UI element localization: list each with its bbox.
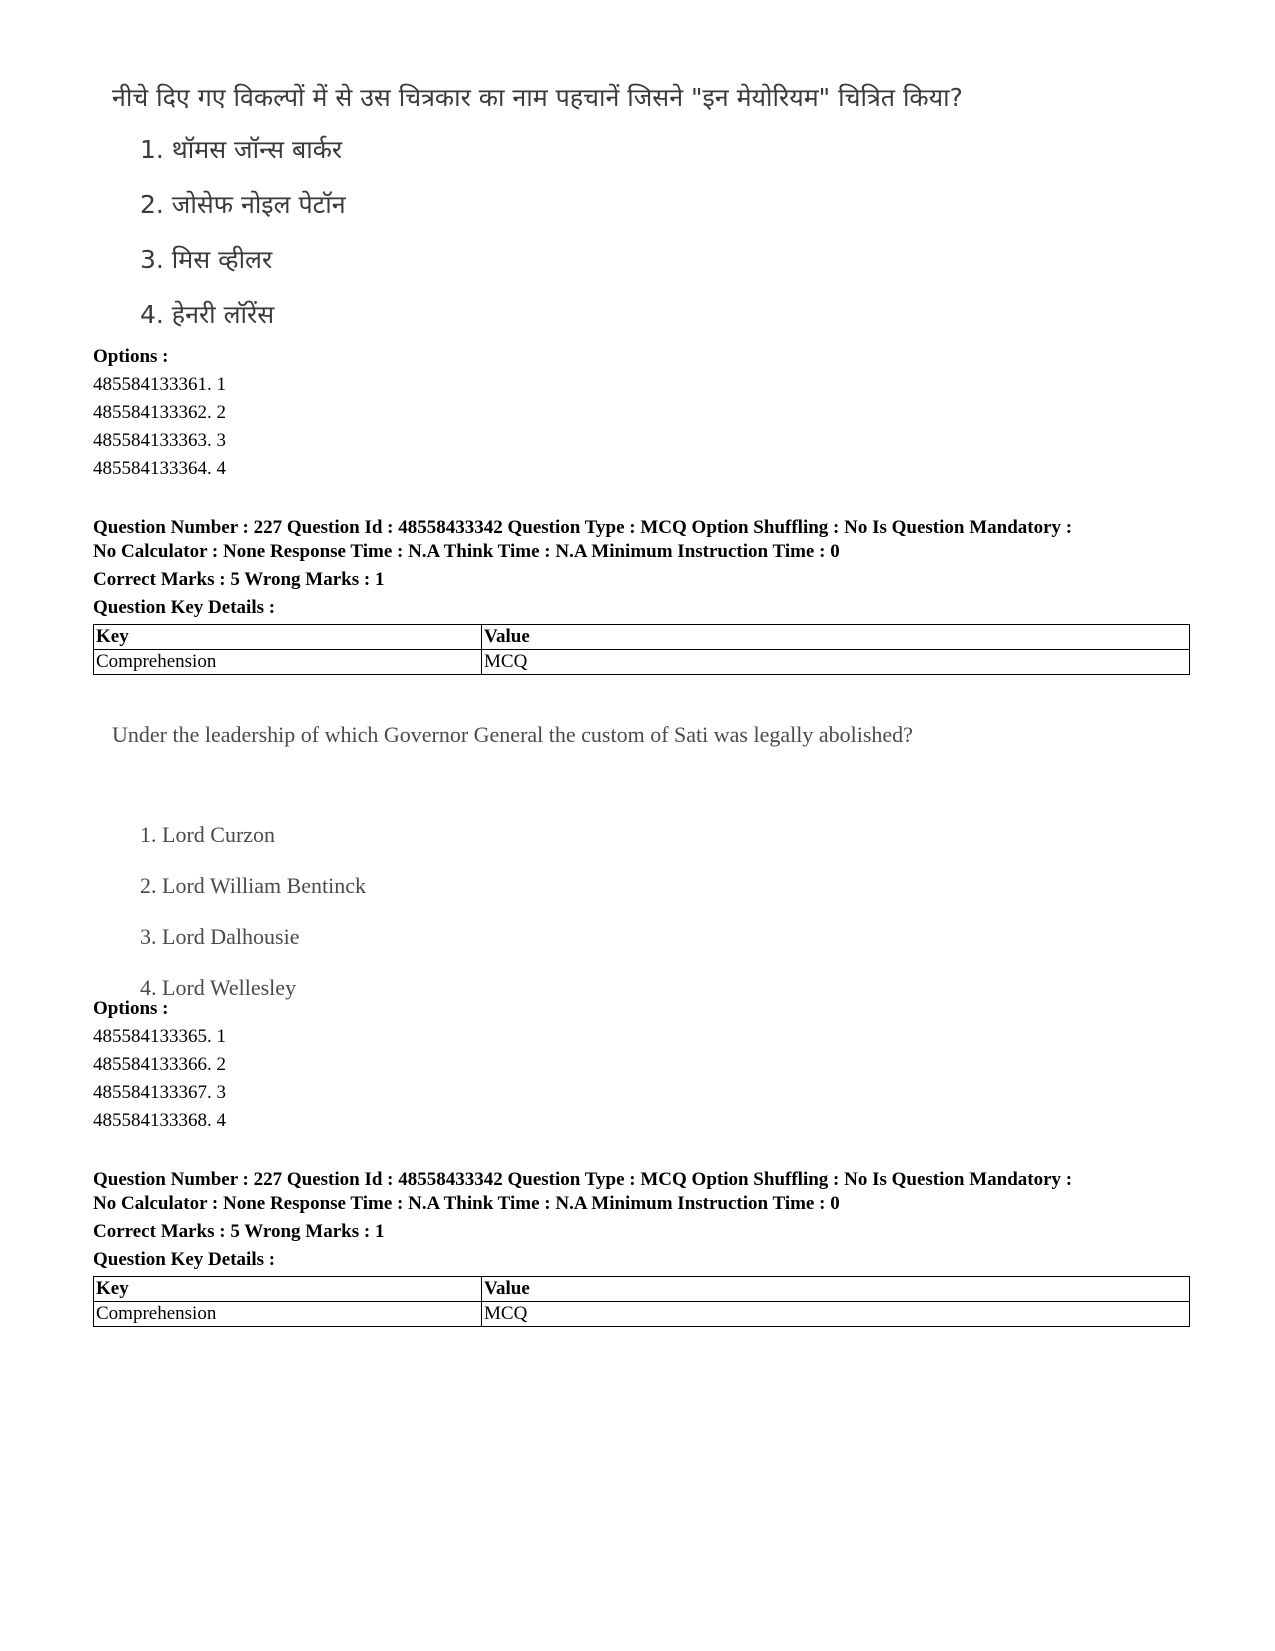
table-header-value: Value [482,1277,1190,1302]
marks-line: Correct Marks : 5 Wrong Marks : 1 [93,1221,385,1242]
question-2-choice-2: 2. Lord William Bentinck [140,873,367,898]
table-row [94,1302,1190,1327]
question-2-image [112,722,1112,1022]
options-label: Options : [93,346,169,367]
question-1-choice-4: 4. हेनरी लॉरेंस [140,300,275,329]
question-meta-line-1: Question Number : 227 Question Id : 48558433342 Question Type : MCQ Option Shuffling : No Is Question Mandatory : [93,1169,1073,1190]
question-2-choice-1: 1. Lord Curzon [140,822,276,847]
key-details-table [93,624,1190,675]
table-cell-key: Comprehension [94,1302,482,1327]
question-1-choice-1: 1. थॉमस जॉन्स बार्कर [140,135,343,164]
marks-line: Correct Marks : 5 Wrong Marks : 1 [93,569,385,590]
question-2-text: Under the leadership of which Governor General the custom of Sati was legally abolished? [112,722,913,747]
table-header-value: Value [482,625,1190,650]
question-3-meta [93,1168,1193,1327]
table-cell-value: MCQ [482,650,1190,675]
question-2-choice-3: 3. Lord Dalhousie [140,924,300,949]
option-4: 485584133368. 4 [93,1110,226,1131]
table-header-row [94,625,1190,650]
table-header-row [94,1277,1190,1302]
table-cell-key: Comprehension [94,650,482,675]
options-label: Options : [93,998,169,1019]
question-1-choice-3: 3. मिस व्हीलर [140,245,273,274]
question-2-options [93,995,1193,1135]
option-3: 485584133367. 3 [93,1082,226,1103]
key-details-label: Question Key Details : [93,597,276,618]
question-1-choice-2: 2. जोसेफ नोइल पेटॉन [140,190,346,219]
option-3: 485584133363. 3 [93,430,226,451]
question-2-meta [93,516,1193,675]
table-header-key: Key [94,625,482,650]
table-row [94,650,1190,675]
question-1-options [93,343,1193,483]
question-1-image [112,72,1112,352]
table-cell-value: MCQ [482,1302,1190,1327]
key-details-table [93,1276,1190,1327]
question-meta-line-1: Question Number : 227 Question Id : 48558433342 Question Type : MCQ Option Shuffling : No Is Question Mandatory : [93,517,1073,538]
option-4: 485584133364. 4 [93,458,226,479]
option-2: 485584133362. 2 [93,402,226,423]
question-meta-line-2: No Calculator : None Response Time : N.A Think Time : N.A Minimum Instruction Time : 0 [93,1193,840,1214]
question-2-choice-4: 4. Lord Wellesley [140,975,297,1000]
question-meta-line-2: No Calculator : None Response Time : N.A Think Time : N.A Minimum Instruction Time : 0 [93,541,840,562]
option-1: 485584133365. 1 [93,1026,226,1047]
option-1: 485584133361. 1 [93,374,226,395]
table-header-key: Key [94,1277,482,1302]
key-details-label: Question Key Details : [93,1249,276,1270]
question-1-text: नीचे दिए गए विकल्पों में से उस चित्रकार का नाम पहचानें जिसने "इन मेयोरियम" चित्रित किया? [112,83,963,112]
option-2: 485584133366. 2 [93,1054,226,1075]
